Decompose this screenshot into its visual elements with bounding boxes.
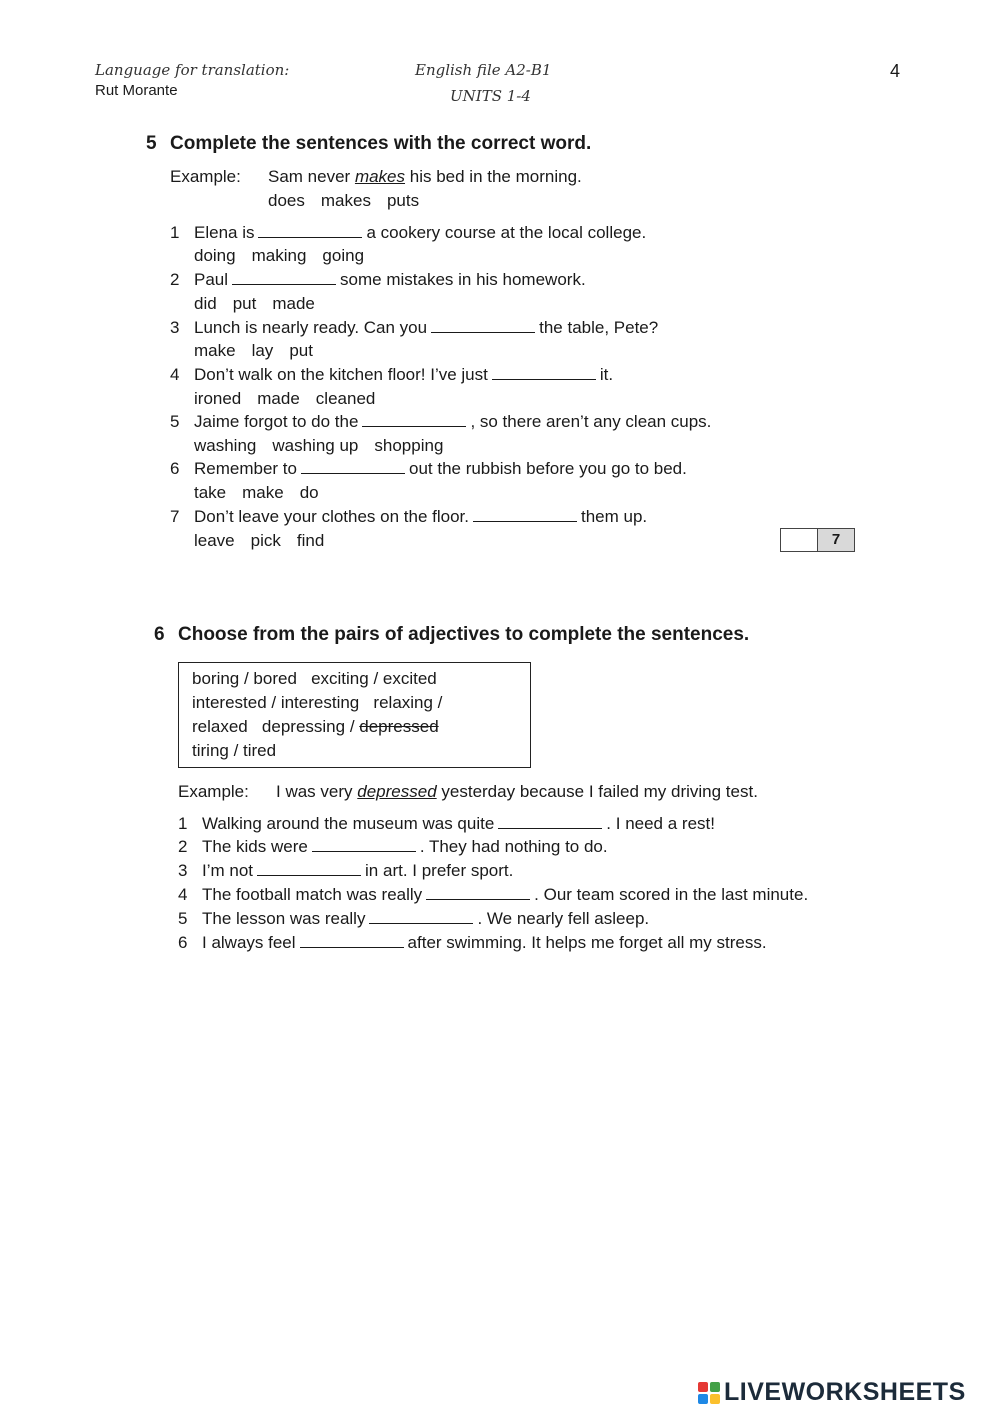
option: pick: [250, 531, 281, 550]
item-text-post: . Our team scored in the last minute.: [534, 885, 809, 904]
adjective-box: [178, 662, 531, 768]
example-options: [268, 191, 419, 211]
option: making: [251, 246, 307, 265]
liveworksheets-logo[interactable]: [698, 1378, 966, 1407]
item-number: 2: [170, 270, 180, 289]
item-text-post: the table, Pete?: [539, 318, 659, 337]
item-text-pre: The kids were: [202, 837, 308, 856]
item-text-post: out the rubbish before you go to bed.: [408, 459, 687, 478]
page-number: 4: [890, 61, 901, 81]
ex5-item-7-options: [194, 531, 324, 551]
option: doing: [194, 246, 236, 265]
item-text-pre: Elena is: [194, 223, 255, 242]
example-answer: makes: [354, 167, 406, 186]
option: washing up: [272, 436, 359, 455]
answer-blank[interactable]: [362, 425, 466, 427]
logo-square: [698, 1382, 708, 1392]
logo-square: [710, 1382, 720, 1392]
answer-blank[interactable]: [301, 472, 405, 474]
answer-blank[interactable]: [473, 520, 577, 522]
item-text-post: . They had nothing to do.: [419, 837, 608, 856]
logo-square: [710, 1394, 720, 1404]
logo-text: LIVEWORKSHEETS: [724, 1378, 966, 1406]
option: take: [194, 483, 227, 502]
item-number: 3: [178, 861, 188, 880]
author-name: Rut Morante: [95, 82, 178, 99]
item-text-pre: Remember to: [194, 459, 297, 478]
item-number: 5: [170, 412, 180, 431]
exercise-5-number: 5: [146, 133, 157, 154]
item-text-pre: Lunch is nearly ready. Can you: [194, 318, 428, 337]
example-text-post: his bed in the morning.: [409, 167, 582, 186]
item-text-post: . I need a rest!: [606, 814, 715, 833]
item-text-pre: Don’t walk on the kitchen floor! I’ve just: [194, 365, 488, 384]
score-box: [780, 528, 855, 552]
ex5-item-5: [170, 412, 711, 432]
answer-blank[interactable]: [232, 283, 336, 285]
item-number: 2: [178, 837, 188, 856]
exercise-6-number: 6: [154, 624, 165, 645]
option: made: [272, 294, 315, 313]
option: shopping: [374, 436, 444, 455]
exercise-6-example: [178, 782, 758, 802]
ex5-item-6: [170, 459, 687, 479]
answer-blank[interactable]: [492, 378, 596, 380]
example-label: Example:: [178, 782, 249, 801]
exercise-5-heading: [146, 133, 591, 155]
ex6-item-3: [178, 861, 513, 881]
option: does: [268, 191, 305, 210]
ex6-item-4: [178, 885, 808, 905]
logo-square: [698, 1394, 708, 1404]
ex5-item-3: [170, 318, 658, 338]
ex5-item-1-options: [194, 246, 364, 266]
ex6-item-2: [178, 837, 608, 857]
ex5-item-2-options: [194, 294, 315, 314]
language-label: Language for translation:: [95, 61, 290, 79]
ex6-item-6: [178, 933, 767, 953]
item-text-post: , so there aren’t any clean cups.: [470, 412, 712, 431]
option: did: [194, 294, 217, 313]
units-label: UNITS 1-4: [450, 87, 531, 105]
option: make: [194, 341, 236, 360]
ex6-item-1: [178, 814, 715, 834]
option: ironed: [194, 389, 242, 408]
ex5-item-3-options: [194, 341, 313, 361]
item-number: 1: [170, 223, 180, 242]
option: cleaned: [315, 389, 376, 408]
item-number: 4: [170, 365, 180, 384]
answer-blank[interactable]: [257, 874, 361, 876]
adjective-line: interested / interesting relaxing /: [192, 693, 443, 712]
item-text-pre: Jaime forgot to do the: [194, 412, 359, 431]
item-text-pre: Walking around the museum was quite: [202, 814, 495, 833]
example-text-pre: Sam never: [268, 167, 351, 186]
example-text-post: yesterday because I failed my driving test.: [441, 782, 758, 801]
ex5-item-7: [170, 507, 647, 527]
item-text-post: . We nearly fell asleep.: [477, 909, 650, 928]
item-number: 4: [178, 885, 188, 904]
item-number: 1: [178, 814, 188, 833]
item-number: 7: [170, 507, 180, 526]
option: made: [257, 389, 300, 408]
answer-blank[interactable]: [369, 922, 473, 924]
example-text-pre: I was very: [276, 782, 353, 801]
book-title: English file A2-B1: [415, 61, 552, 79]
answer-blank[interactable]: [300, 946, 404, 948]
option: washing: [194, 436, 257, 455]
option: put: [232, 294, 257, 313]
ex5-item-2: [170, 270, 586, 290]
option: find: [296, 531, 325, 550]
option: make: [242, 483, 284, 502]
item-text-post: them up.: [581, 507, 648, 526]
ex5-item-1: [170, 223, 646, 243]
ex5-item-6-options: [194, 483, 319, 503]
score-total: 7: [818, 529, 854, 551]
ex5-item-5-options: [194, 436, 443, 456]
item-text-post: it.: [599, 365, 614, 384]
score-input[interactable]: [781, 529, 818, 551]
answer-blank[interactable]: [312, 850, 416, 852]
example-answer: depressed: [357, 782, 437, 801]
item-text-post: a cookery course at the local college.: [366, 223, 647, 242]
item-number: 3: [170, 318, 180, 337]
adjective-line: [192, 717, 439, 737]
option: do: [299, 483, 319, 502]
item-text-pre: I’m not: [202, 861, 254, 880]
exercise-6-heading: [154, 624, 749, 646]
item-text-post: after swimming. It helps me forget all my stress.: [407, 933, 767, 952]
ex6-item-5: [178, 909, 649, 929]
example-label: Example:: [170, 167, 241, 186]
adjective-text: relaxed depressing /: [192, 717, 360, 736]
item-number: 6: [170, 459, 180, 478]
item-text-pre: The football match was really: [202, 885, 423, 904]
item-number: 5: [178, 909, 188, 928]
option: going: [322, 246, 365, 265]
adjective-used: depressed: [359, 717, 439, 736]
answer-blank[interactable]: [498, 827, 602, 829]
logo-mark-icon: [698, 1382, 720, 1404]
option: leave: [194, 531, 235, 550]
item-text-post: in art. I prefer sport.: [365, 861, 514, 880]
answer-blank[interactable]: [258, 236, 362, 238]
option: put: [289, 341, 313, 360]
item-number: 6: [178, 933, 188, 952]
option: puts: [386, 191, 420, 210]
item-text-pre: Paul: [194, 270, 229, 289]
ex5-item-4-options: [194, 389, 375, 409]
adjective-line: tiring / tired: [192, 741, 277, 760]
option: makes: [320, 191, 371, 210]
item-text-pre: I always feel: [202, 933, 296, 952]
exercise-5-example: [170, 167, 582, 187]
exercise-5-title: Complete the sentences with the correct word.: [170, 133, 592, 154]
exercise-6-title: Choose from the pairs of adjectives to complete the sentences.: [178, 624, 750, 645]
item-text-post: some mistakes in his homework.: [340, 270, 586, 289]
answer-blank[interactable]: [426, 898, 530, 900]
adjective-line: boring / bored exciting / excited: [192, 669, 437, 688]
item-text-pre: The lesson was really: [202, 909, 366, 928]
ex5-item-4: [170, 365, 613, 385]
item-text-pre: Don’t leave your clothes on the floor.: [194, 507, 469, 526]
answer-blank[interactable]: [431, 331, 535, 333]
option: lay: [251, 341, 274, 360]
